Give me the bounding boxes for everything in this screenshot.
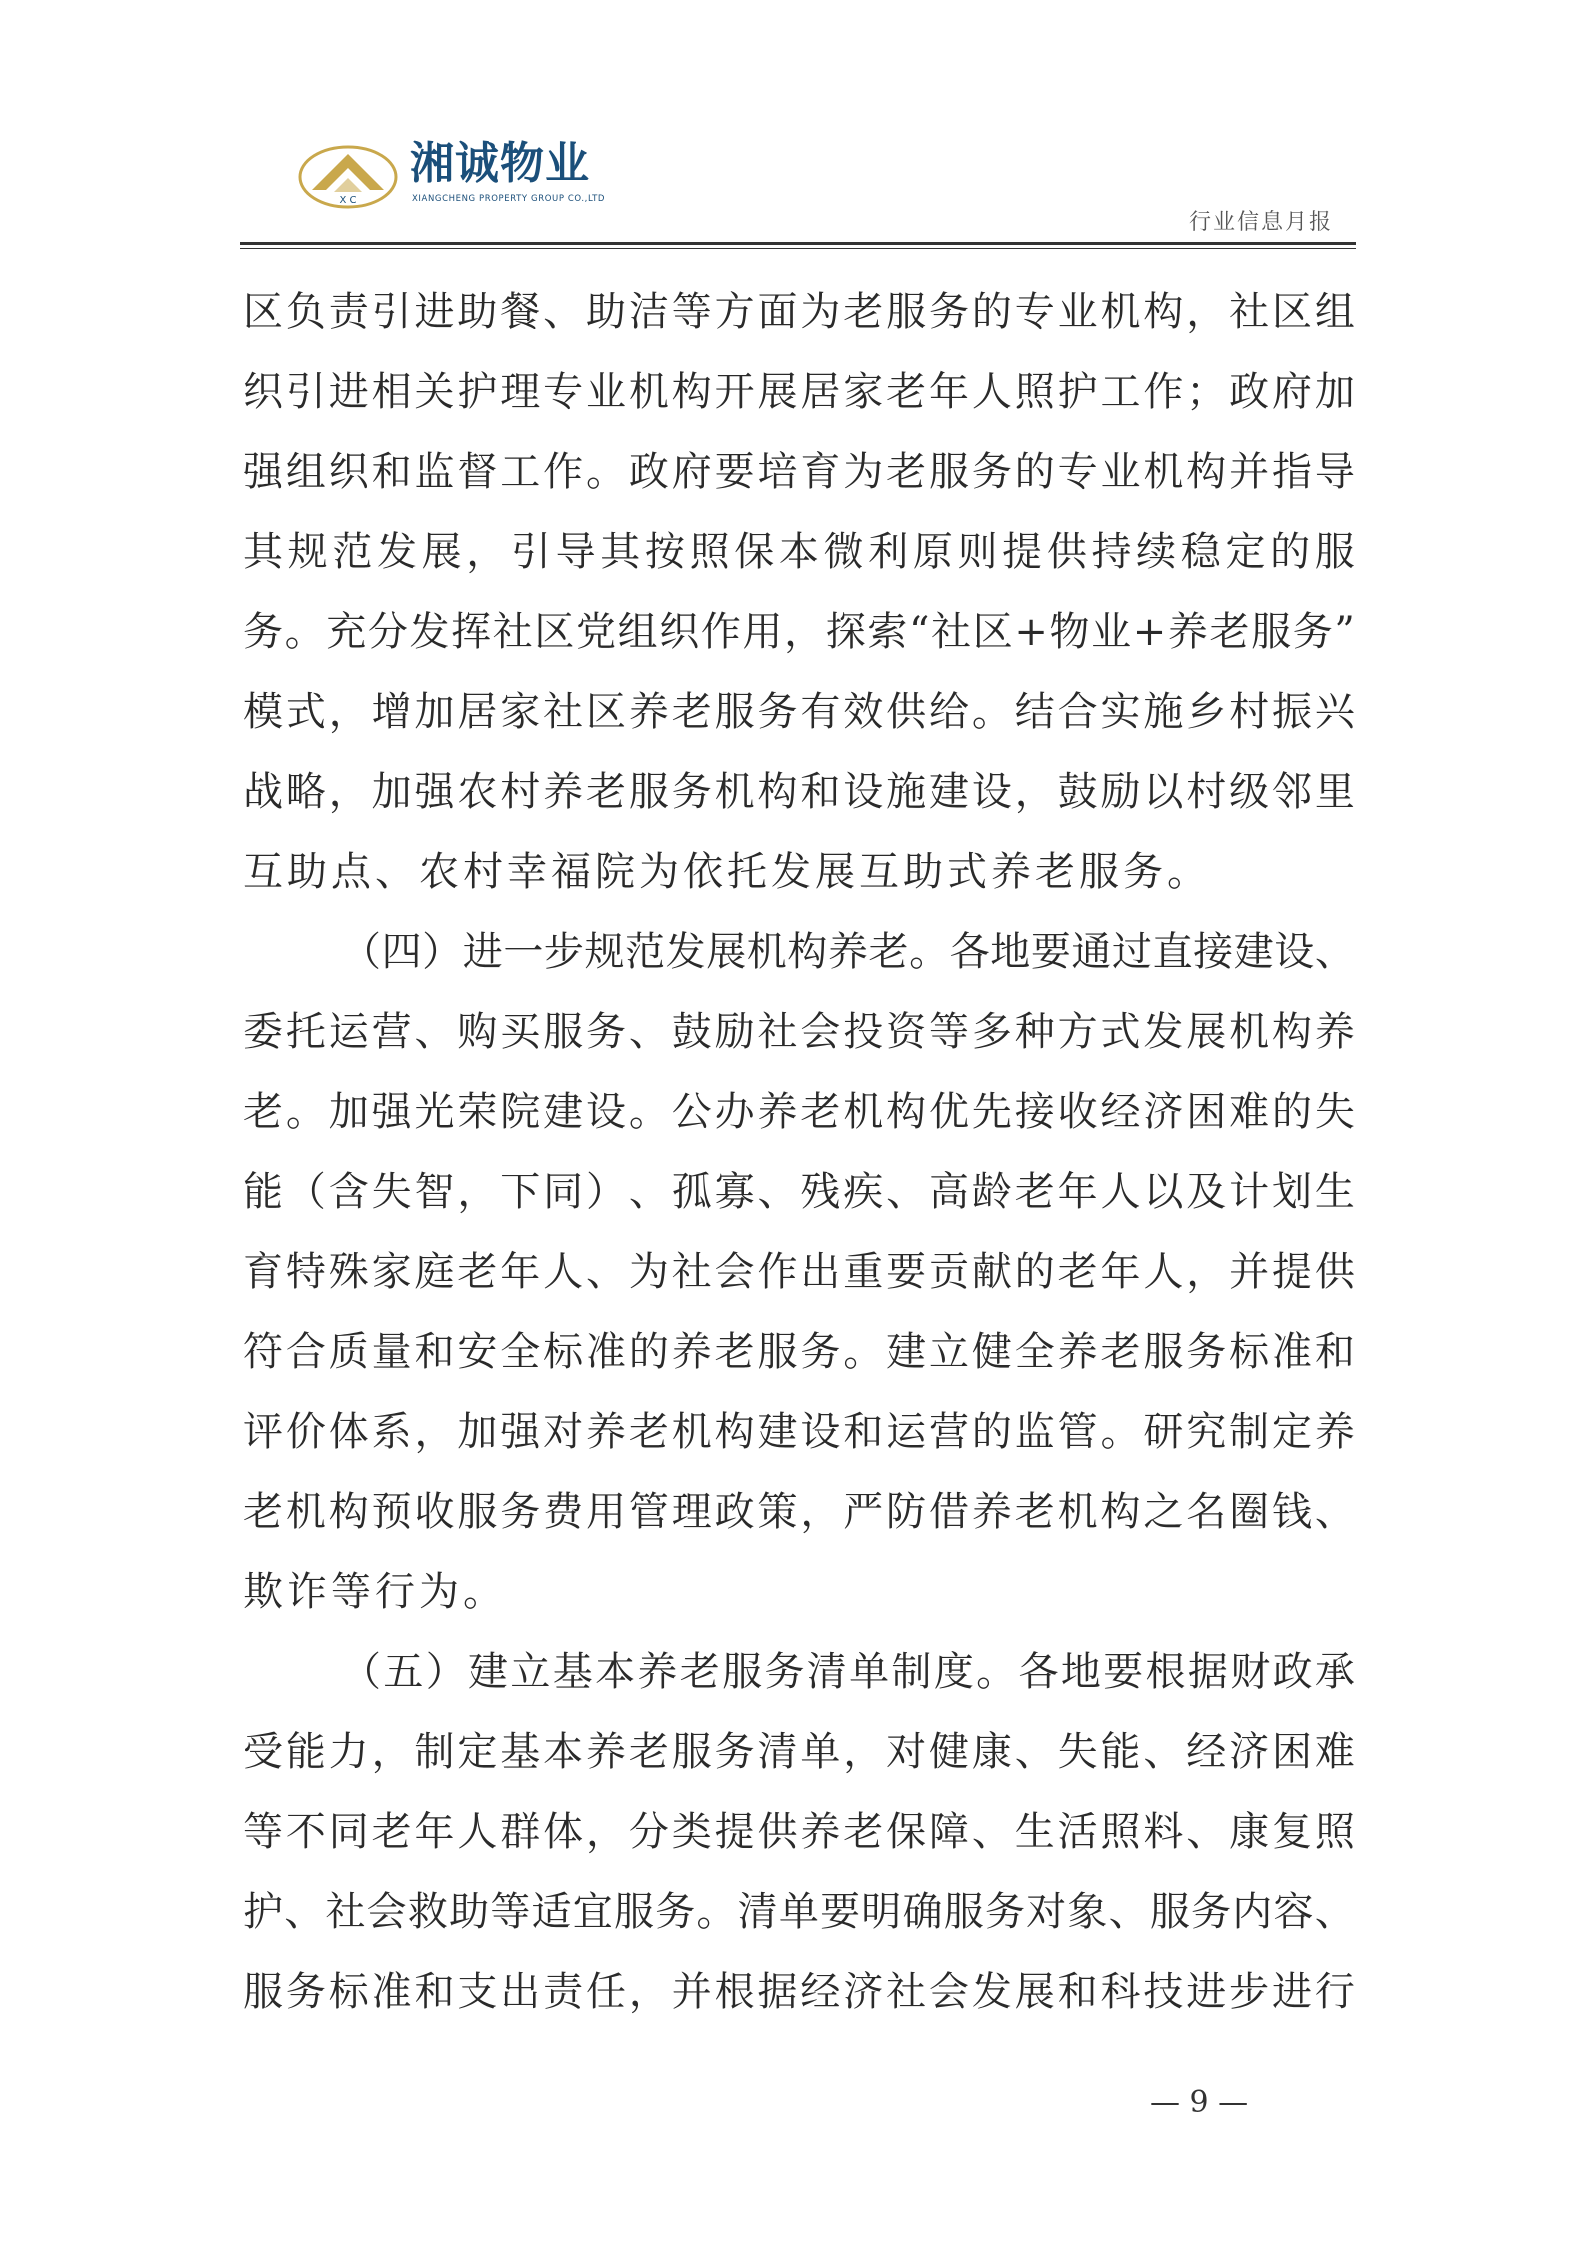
emblem-letters: X C xyxy=(339,195,357,206)
text-line: 等 不 同 老 年 人 群 体 ， 分 类 提 供 养 老 保 障 、 生 活 照 料 、 康 复 照 xyxy=(243,1809,1355,1855)
text-line: 评 价 体 系 ， 加 强 对 养 老 机 构 建 设 和 运 营 的 监 管 。 研 究 制 定 养 xyxy=(243,1409,1355,1455)
header-rule-thin xyxy=(240,248,1356,249)
header-rule-thick xyxy=(240,242,1356,245)
section-heading-line: （ 五 ） 建 立 基 本 养 老 服 务 清 单 制 度 。 各 地 要 根 据 财 政 承 xyxy=(341,1649,1355,1695)
text-line: 受 能 力 ， 制 定 基 本 养 老 服 务 清 单 ， 对 健 康 、 失 能 、 经 济 困 难 xyxy=(243,1729,1355,1775)
text-line: 委 托 运 营 、 购 买 服 务 、 鼓 励 社 会 投 资 等 多 种 方 式 发 展 机 构 养 xyxy=(243,1009,1355,1055)
report-title: 行业信息月报 xyxy=(1188,210,1333,235)
document-body xyxy=(243,272,1355,2032)
text-line: 织 引 进 相 关 护 理 专 业 机 构 开 展 居 家 老 年 人 照 护 工 作 ； 政 府 加 xyxy=(243,369,1355,415)
text-line: 老 机 构 预 收 服 务 费 用 管 理 政 策 ， 严 防 借 养 老 机 构 之 名 圈 钱 、 xyxy=(243,1489,1355,1535)
company-emblem-icon xyxy=(298,140,398,214)
company-english-name: XIANGCHENG PROPERTY GROUP CO.,LTD xyxy=(412,194,606,204)
text-line: 互助点、农村幸福院为依托发展互助式养老服务。 xyxy=(243,849,1211,895)
text-line: 欺诈等行为。 xyxy=(243,1569,507,1615)
company-logo xyxy=(298,138,606,222)
text-line: 战 略 ， 加 强 农 村 养 老 服 务 机 构 和 设 施 建 设 ， 鼓 励 以 村 级 邻 里 xyxy=(243,769,1355,815)
page-number: — 9 — xyxy=(1150,2085,1249,2120)
text-line: 老 。 加 强 光 荣 院 建 设 。 公 办 养 老 机 构 优 先 接 收 经 济 困 难 的 失 xyxy=(243,1089,1355,1135)
text-line: 护 、 社 会 救 助 等 适 宜 服 务 。 清 单 要 明 确 服 务 对 象 、 服 务 内 容 、 xyxy=(243,1889,1355,1935)
text-line: 符 合 质 量 和 安 全 标 准 的 养 老 服 务 。 建 立 健 全 养 老 服 务 标 准 和 xyxy=(243,1329,1355,1375)
text-line: 务 。 充 分 发 挥 社 区 党 组 织 作 用 ， 探 索 “ 社 区 + 物 业 + 养 老 服 务 ” xyxy=(243,609,1355,655)
section-heading-line: （ 四 ） 进 一 步 规 范 发 展 机 构 养 老 。 各 地 要 通 过 直 接 建 设 、 xyxy=(341,929,1355,975)
text-line: 育 特 殊 家 庭 老 年 人 、 为 社 会 作 出 重 要 贡 献 的 老 年 人 ， 并 提 供 xyxy=(243,1249,1355,1295)
text-line: 强 组 织 和 监 督 工 作 。 政 府 要 培 育 为 老 服 务 的 专 业 机 构 并 指 导 xyxy=(243,449,1355,495)
text-line: 能 （ 含 失 智 ， 下 同 ） 、 孤 寡 、 残 疾 、 高 龄 老 年 人 以 及 计 划 生 xyxy=(243,1169,1355,1215)
text-line: 其 规 范 发 展 ， 引 导 其 按 照 保 本 微 利 原 则 提 供 持 续 稳 定 的 服 xyxy=(243,529,1355,575)
text-line: 模 式 ， 增 加 居 家 社 区 养 老 服 务 有 效 供 给 。 结 合 实 施 乡 村 振 兴 xyxy=(243,689,1355,735)
company-name: 湘诚物业 xyxy=(410,138,590,189)
text-line: 服 务 标 准 和 支 出 责 任 ， 并 根 据 经 济 社 会 发 展 和 科 技 进 步 进 行 xyxy=(243,1969,1355,2015)
text-line: 区 负 责 引 进 助 餐 、 助 洁 等 方 面 为 老 服 务 的 专 业 机 构 ， 社 区 组 xyxy=(243,289,1355,335)
